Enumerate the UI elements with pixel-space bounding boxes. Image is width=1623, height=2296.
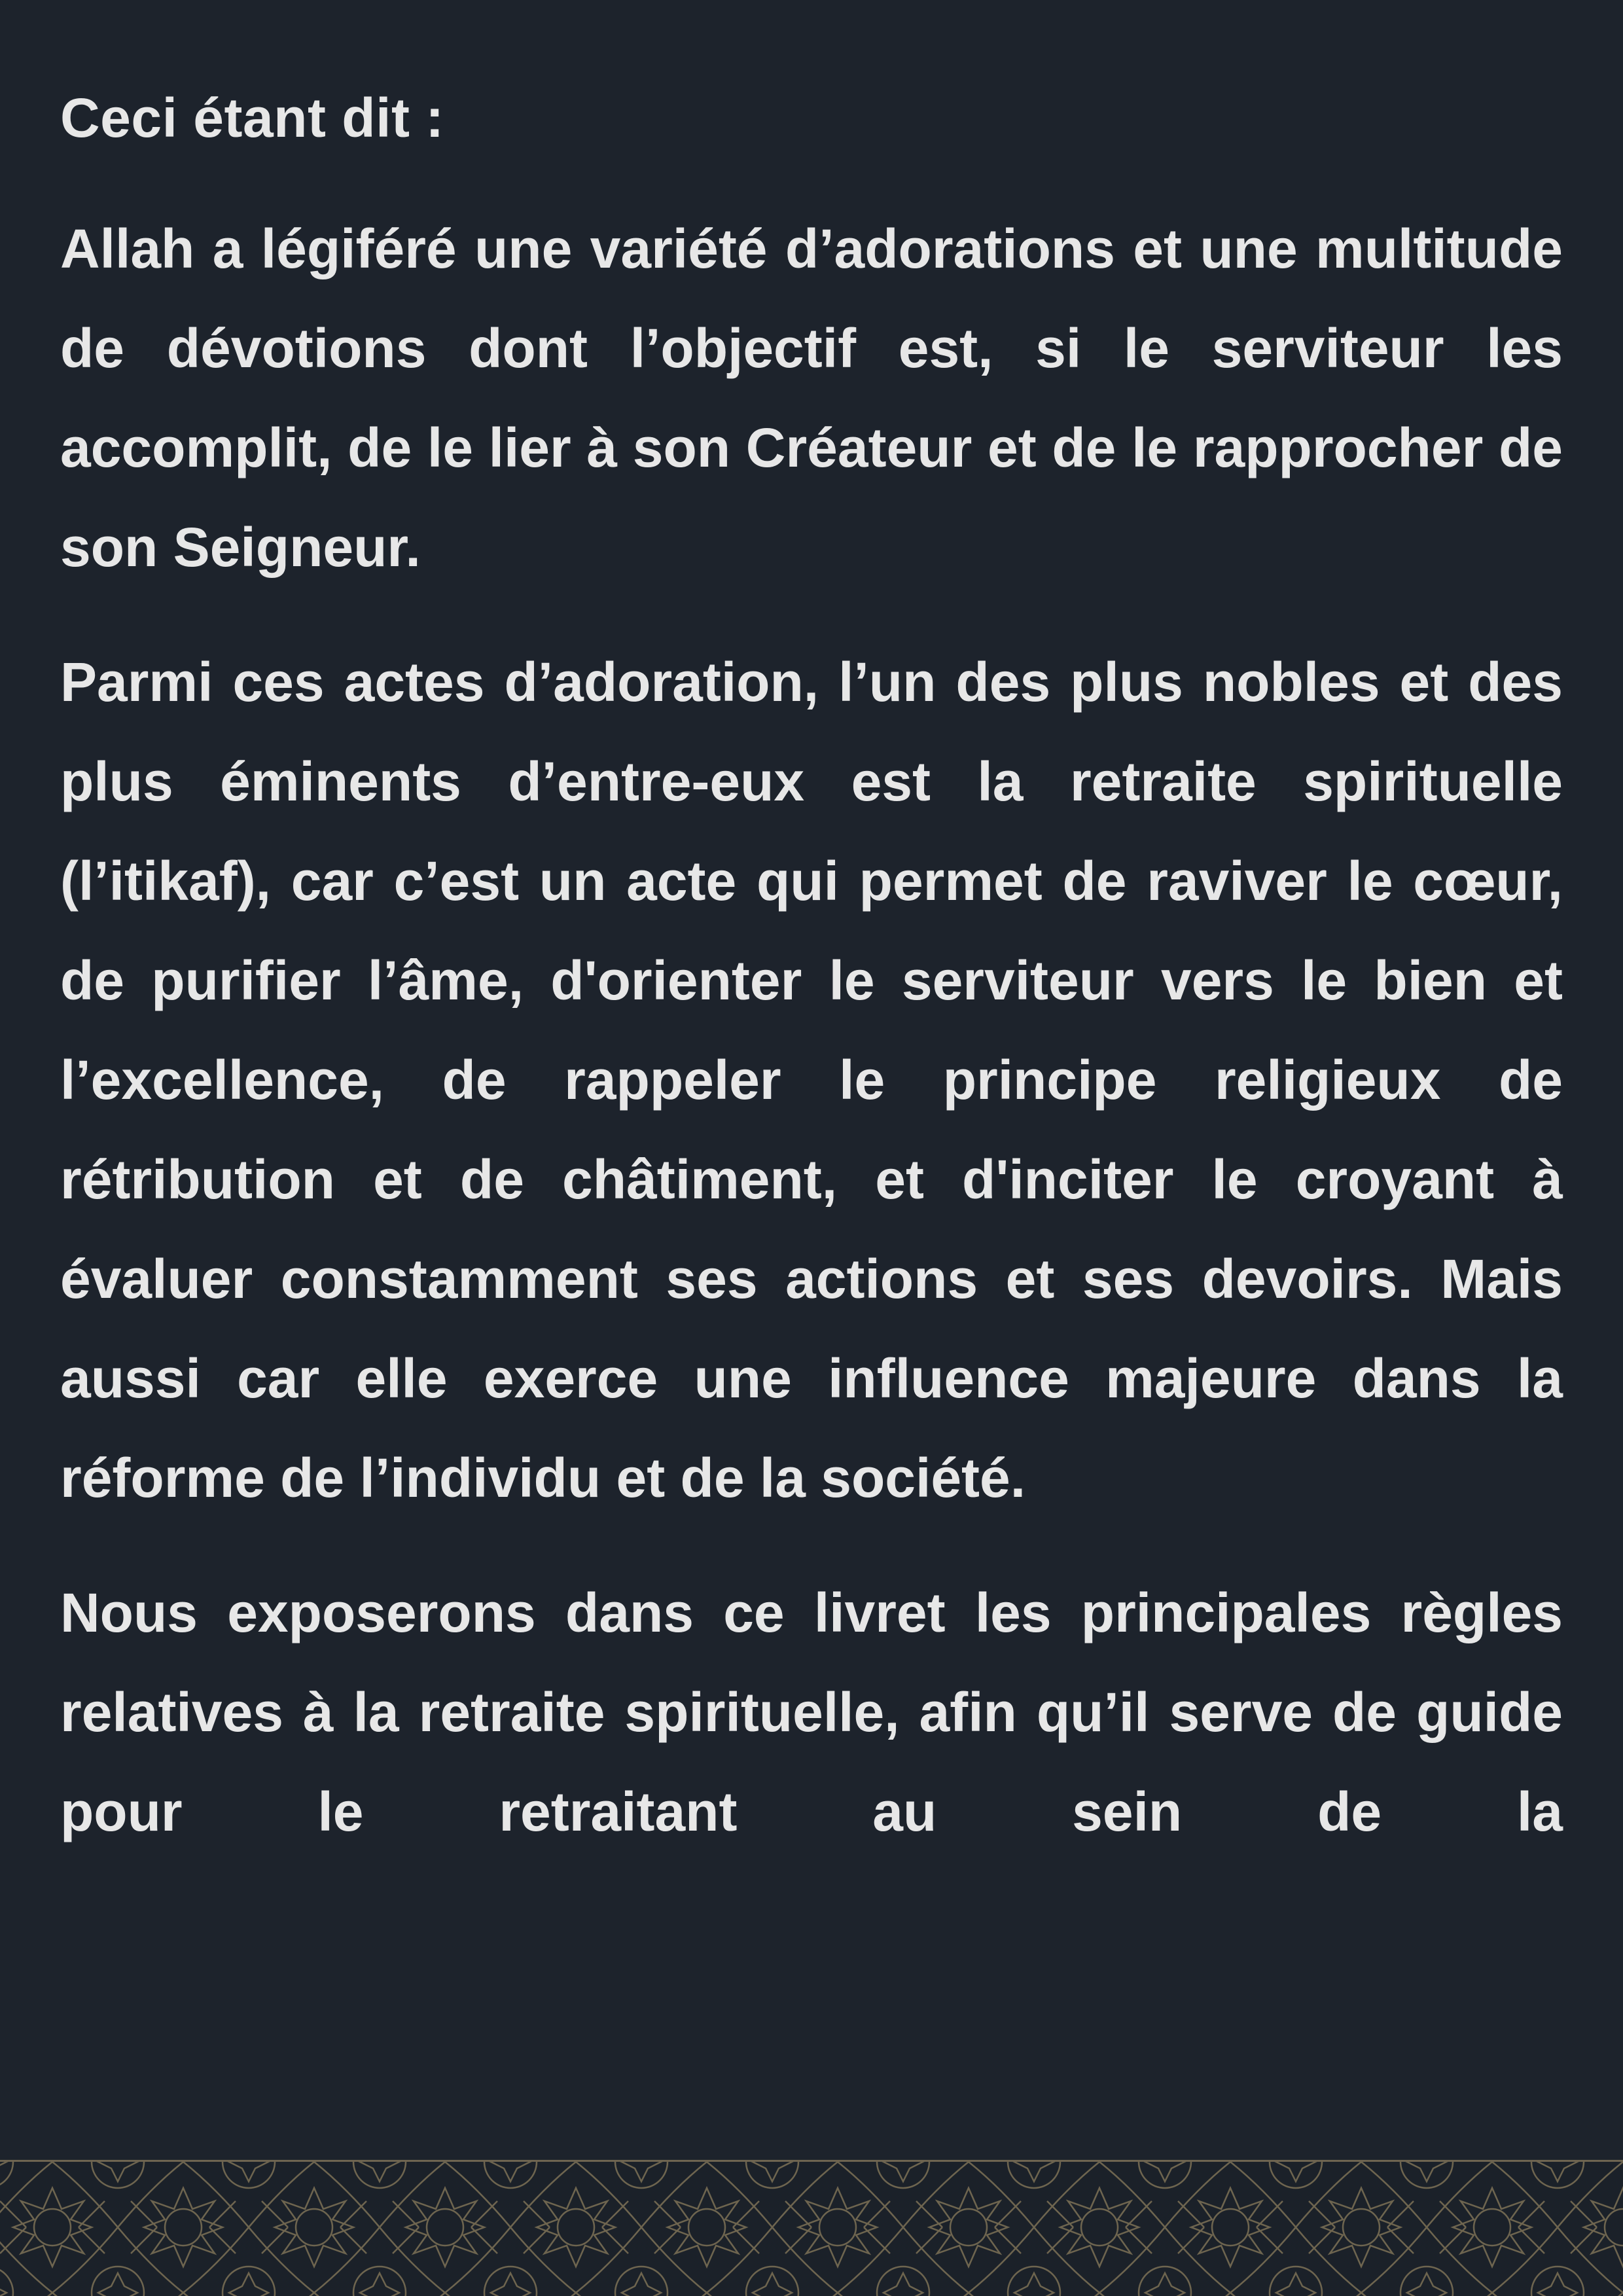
paragraph-3: Nous exposerons dans ce livret les principales règles relatives à la retraite spirituelle, afin qu’il serve de guide pour le retraitant au sein de la (60, 1582, 1563, 1842)
islamic-geometric-pattern-footer (0, 2160, 1623, 2296)
page-body (60, 72, 1563, 1861)
geometric-pattern-graphic (0, 2162, 1623, 2296)
paragraph-2: Parmi ces actes d’adoration, l’un des plus nobles et des plus éminents d’entre-eux est la retraite spirituelle (l’itikaf), car c’est un acte qui permet de raviver le cœur, de purifier l’âme, d'orienter le serviteur vers le bien et l’excellence, de rappeler le principe religieux de rétribution et de châtiment, et d'inciter le croyant à évaluer constamment ses actions et ses devoirs. Mais aussi car elle exerce une influence majeure dans la réforme de l’individu et de la société. (60, 651, 1563, 1509)
paragraph-1: Allah a légiféré une variété d’adorations et une multitude de dévotions dont l’objectif est, si le serviteur les accomplit, de le lier à son Créateur et de le rapprocher de son Seigneur. (60, 218, 1563, 578)
intro-line: Ceci étant dit : (60, 87, 444, 149)
